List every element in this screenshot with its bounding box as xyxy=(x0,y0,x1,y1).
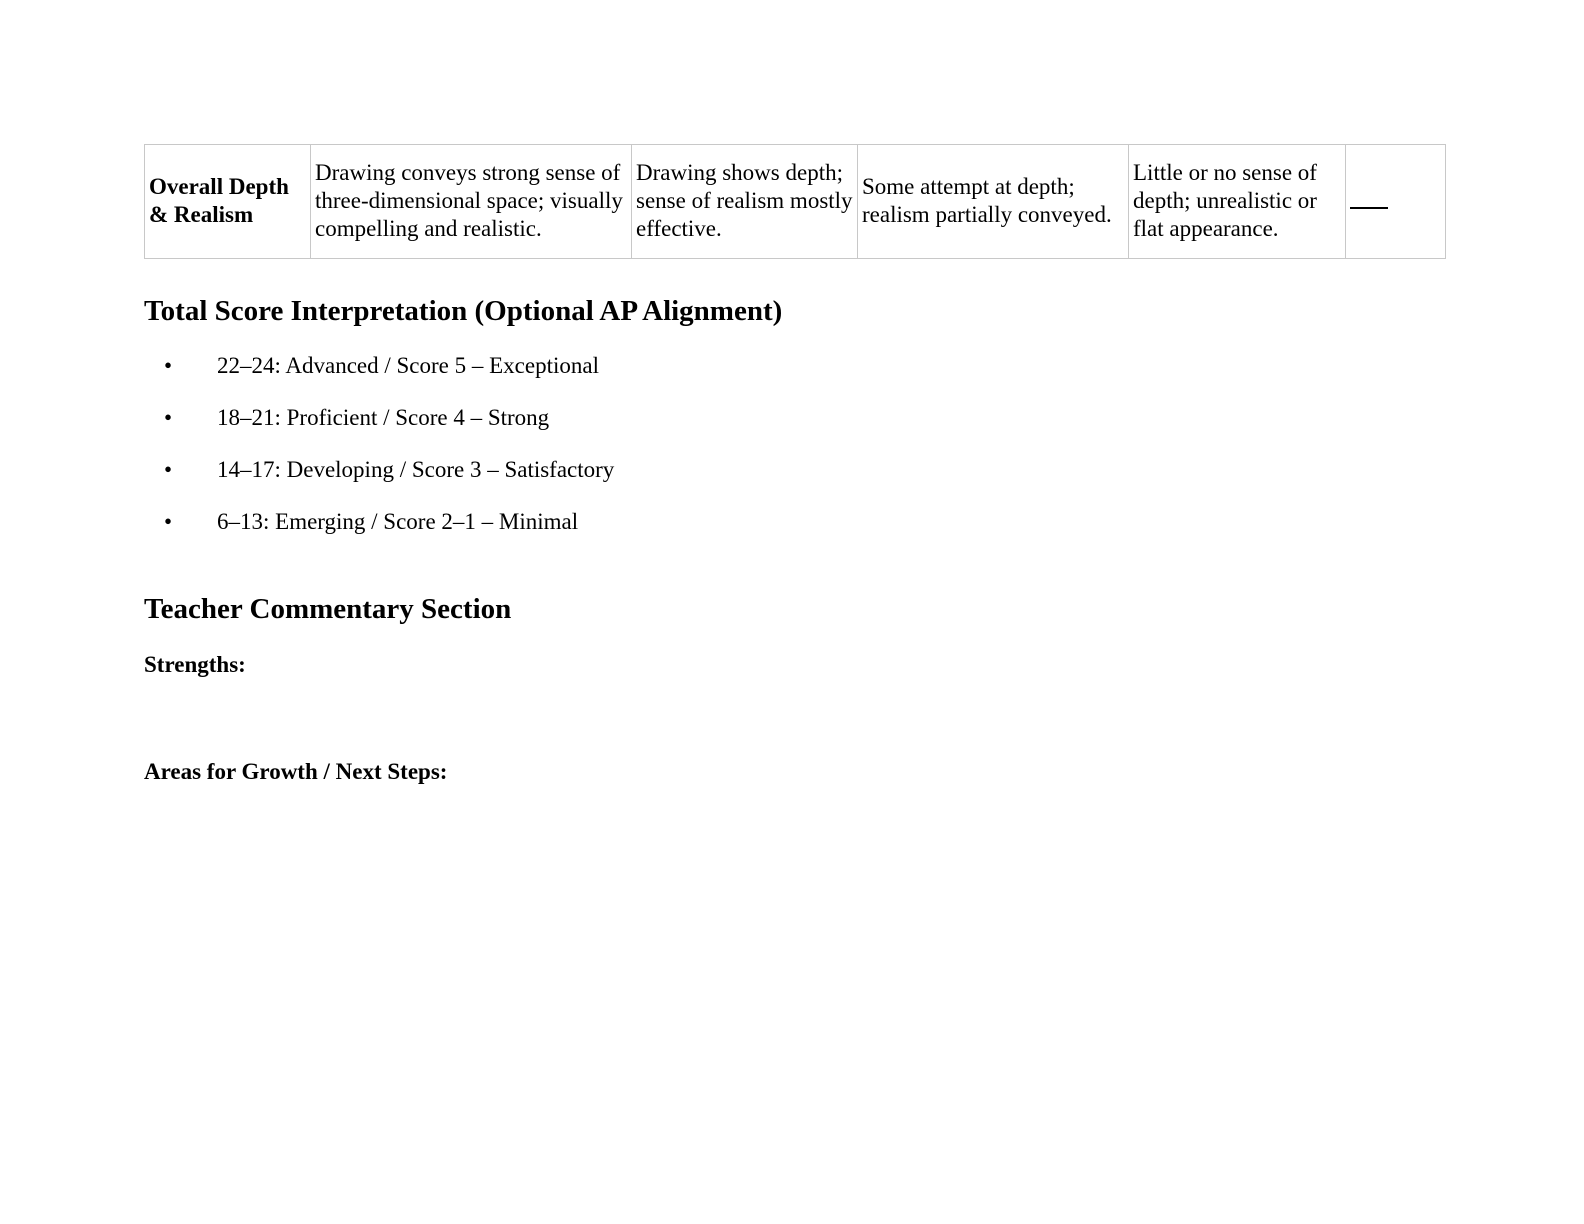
teacher-commentary-heading: Teacher Commentary Section xyxy=(144,593,512,625)
rubric-table xyxy=(144,144,1446,259)
bullet-icon: • xyxy=(164,509,173,534)
criterion-cell xyxy=(145,145,311,259)
table-row xyxy=(145,145,1446,259)
bullet-icon: • xyxy=(164,457,173,482)
level-cell-3 xyxy=(858,145,1129,259)
level-description: Drawing shows depth; sense of realism mostly effective. xyxy=(636,160,853,241)
score-interpretation-list xyxy=(144,352,614,560)
strengths-label: Strengths: xyxy=(144,652,246,677)
score-blank-line xyxy=(1350,197,1388,209)
list-item-text: 22–24: Advanced / Score 5 – Exceptional xyxy=(217,353,599,378)
list-item-text: 6–13: Emerging / Score 2–1 – Minimal xyxy=(217,509,579,534)
score-interpretation-heading: Total Score Interpretation (Optional AP Alignment) xyxy=(144,295,783,327)
level-cell-4 xyxy=(1129,145,1346,259)
level-description: Some attempt at depth; realism partially conveyed. xyxy=(862,174,1112,227)
level-description: Little or no sense of depth; unrealistic or flat appearance. xyxy=(1133,160,1317,241)
criterion-label: Overall Depth & Realism xyxy=(149,174,289,227)
list-item xyxy=(144,508,614,560)
level-description: Drawing conveys strong sense of three-dimensional space; visually compelling and realistic. xyxy=(315,160,623,241)
list-item xyxy=(144,456,614,508)
score-cell xyxy=(1346,145,1446,259)
list-item-text: 18–21: Proficient / Score 4 – Strong xyxy=(217,405,550,430)
bullet-icon: • xyxy=(164,353,173,378)
areas-for-growth-label: Areas for Growth / Next Steps: xyxy=(144,759,448,784)
level-cell-2 xyxy=(632,145,858,259)
level-cell-1 xyxy=(311,145,632,259)
list-item-text: 14–17: Developing / Score 3 – Satisfactory xyxy=(217,457,615,482)
bullet-icon: • xyxy=(164,405,173,430)
list-item xyxy=(144,404,614,456)
list-item xyxy=(144,352,614,404)
